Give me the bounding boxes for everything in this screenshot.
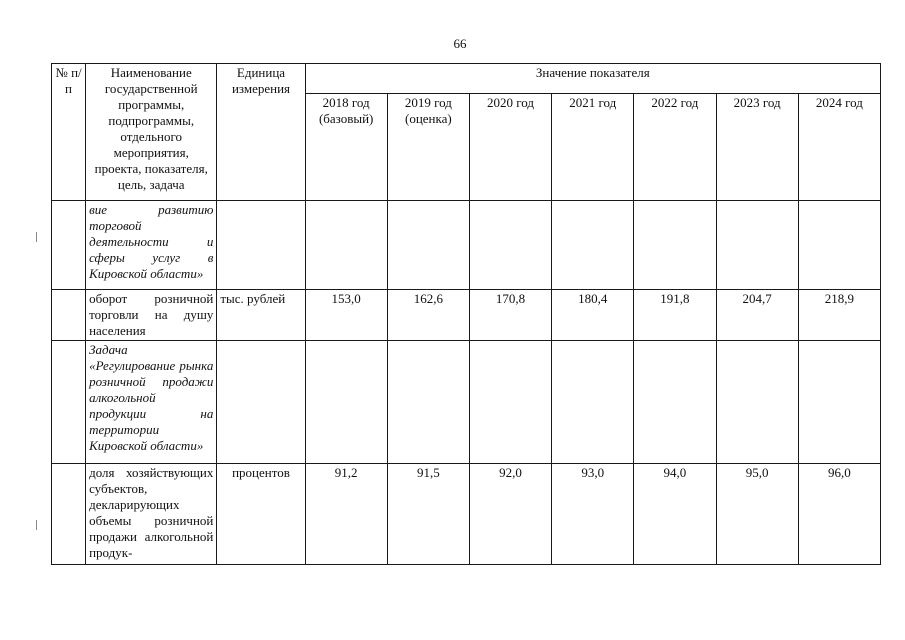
row-value xyxy=(387,201,469,290)
table-row xyxy=(52,341,881,464)
header-year-2022: 2022 год xyxy=(634,94,716,201)
row-value: 204,7 xyxy=(716,290,798,341)
row-value xyxy=(305,201,387,290)
header-year-2021: 2021 год xyxy=(552,94,634,201)
row-value: 91,2 xyxy=(305,464,387,565)
row-unit: тыс. рублей xyxy=(217,290,305,341)
row-value xyxy=(798,201,880,290)
row-no xyxy=(52,290,86,341)
row-no xyxy=(52,201,86,290)
row-value xyxy=(469,341,551,464)
row-no xyxy=(52,464,86,565)
row-value xyxy=(552,201,634,290)
row-value xyxy=(634,201,716,290)
row-unit: процентов xyxy=(217,464,305,565)
header-values-group: Значение показателя xyxy=(305,64,880,94)
row-value xyxy=(552,341,634,464)
row-name: Задача «Регулирование рынка розничной продажи алкогольной продукции на территории Кировской области» xyxy=(86,341,217,464)
row-no xyxy=(52,341,86,464)
row-value: 95,0 xyxy=(716,464,798,565)
header-year-2023: 2023 год xyxy=(716,94,798,201)
header-year-2020: 2020 год xyxy=(469,94,551,201)
table-header-row xyxy=(52,64,881,94)
indicators-table xyxy=(51,63,881,565)
row-value: 93,0 xyxy=(552,464,634,565)
row-value: 153,0 xyxy=(305,290,387,341)
header-name: Наименование государственной программы, подпрограммы, отдельного мероприятия, проекта, показателя, цель, задача xyxy=(86,64,217,201)
row-value xyxy=(716,341,798,464)
row-value: 218,9 xyxy=(798,290,880,341)
row-name: доля хозяйствующих субъектов, декларирующих объемы розничной продажи алкогольной продук- xyxy=(86,464,217,565)
header-unit: Единица измерения xyxy=(217,64,305,201)
page-number: 66 xyxy=(453,36,467,51)
row-value xyxy=(634,341,716,464)
row-value: 180,4 xyxy=(552,290,634,341)
header-year-2018: 2018 год (базовый) xyxy=(305,94,387,201)
margin-mark xyxy=(36,520,37,530)
row-value: 96,0 xyxy=(798,464,880,565)
row-value: 91,5 xyxy=(387,464,469,565)
table-row xyxy=(52,290,881,341)
row-value xyxy=(305,341,387,464)
row-unit xyxy=(217,201,305,290)
row-name: вие развитию торговой деятельности и сферы услуг в Кировской области» xyxy=(86,201,217,290)
row-value: 191,8 xyxy=(634,290,716,341)
header-year-2024: 2024 год xyxy=(798,94,880,201)
row-value xyxy=(716,201,798,290)
row-value: 162,6 xyxy=(387,290,469,341)
row-unit xyxy=(217,341,305,464)
margin-mark xyxy=(36,232,37,242)
row-value: 170,8 xyxy=(469,290,551,341)
row-value xyxy=(469,201,551,290)
header-no: № п/п xyxy=(52,64,86,201)
header-year-2019: 2019 год (оценка) xyxy=(387,94,469,201)
table-row xyxy=(52,464,881,565)
row-value: 92,0 xyxy=(469,464,551,565)
row-value xyxy=(798,341,880,464)
row-name: оборот розничной торговли на душу населения xyxy=(86,290,217,341)
row-value: 94,0 xyxy=(634,464,716,565)
row-value xyxy=(387,341,469,464)
table-row xyxy=(52,201,881,290)
